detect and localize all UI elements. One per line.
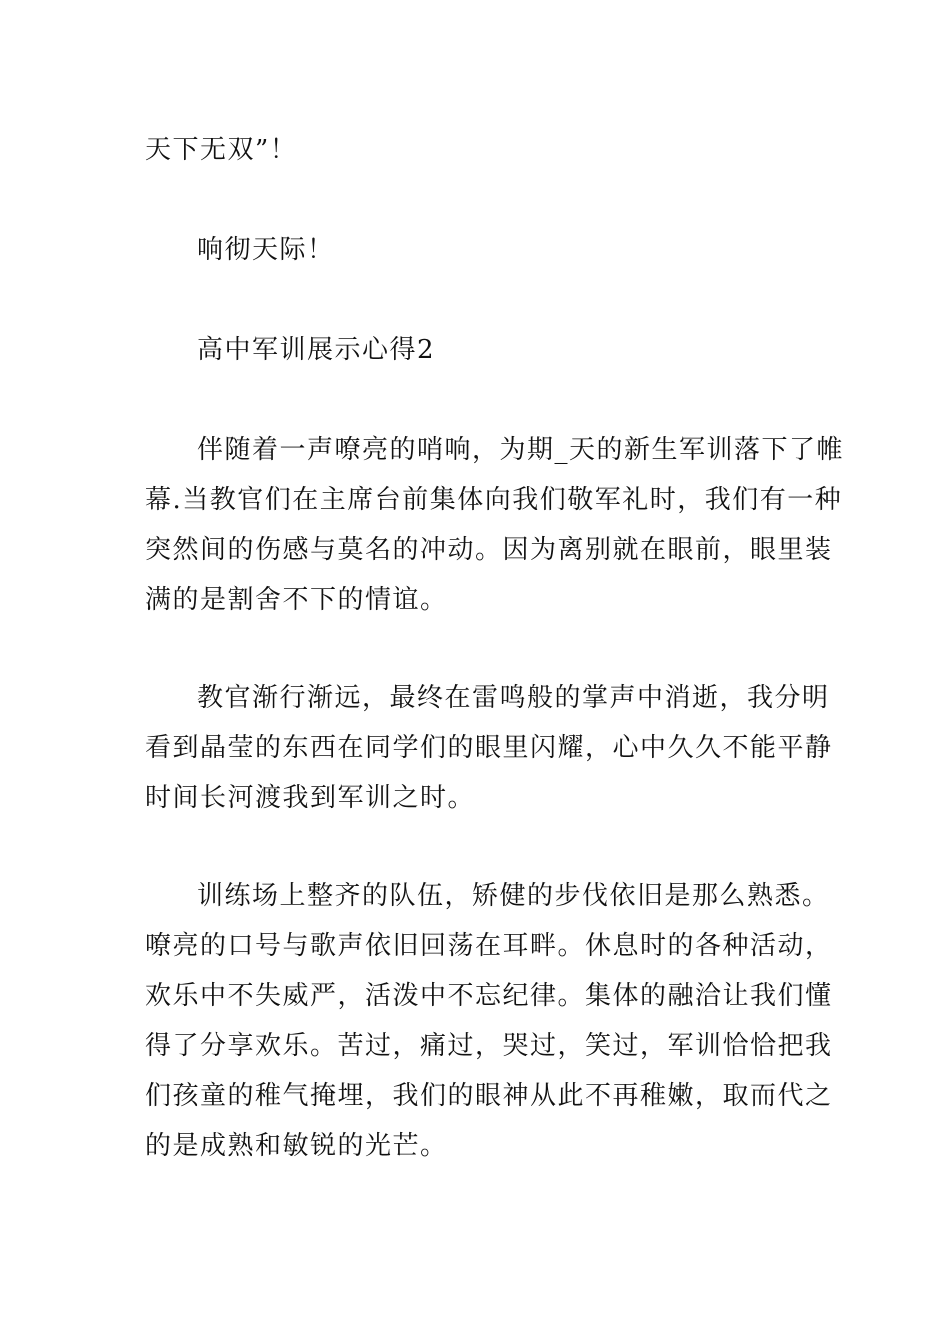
paragraph-line: 突然间的伤感与莫名的冲动。因为离别就在眼前，眼里装 (145, 535, 833, 565)
paragraph-line: 时间长河渡我到军训之时。 (145, 783, 476, 813)
paragraph-line: 嘹亮的口号与歌声依旧回荡在耳畔。休息时的各种活动， (145, 931, 833, 961)
paragraph-line: 的是成熟和敏锐的光芒。 (145, 1131, 448, 1161)
paragraph-line: 看到晶莹的东西在同学们的眼里闪耀，心中久久不能平静 (145, 733, 833, 763)
paragraph-line: 天下无双”！ (145, 135, 298, 165)
paragraph-line: 满的是割舍不下的情谊。 (145, 585, 448, 615)
paragraph-line: 响彻天际！ (197, 235, 335, 265)
section-heading: 高中军训展示心得2 (197, 335, 436, 365)
paragraph-line: 教官渐行渐远，最终在雷鸣般的掌声中消逝，我分明 (197, 683, 830, 713)
paragraph-line: 们孩童的稚气掩埋，我们的眼神从此不再稚嫩，取而代之 (145, 1081, 833, 1111)
paragraph-line: 训练场上整齐的队伍，矫健的步伐依旧是那么熟悉。 (197, 881, 830, 911)
paragraph-line: 幕.当教官们在主席台前集体向我们敬军礼时，我们有一种 (145, 485, 843, 515)
paragraph-line: 伴随着一声嘹亮的哨响，为期_天的新生军训落下了帷 (197, 435, 845, 465)
paragraph-line: 得了分享欢乐。苦过，痛过，哭过，笑过，军训恰恰把我 (145, 1031, 833, 1061)
paragraph-line: 欢乐中不失威严，活泼中不忘纪律。集体的融洽让我们懂 (145, 981, 833, 1011)
